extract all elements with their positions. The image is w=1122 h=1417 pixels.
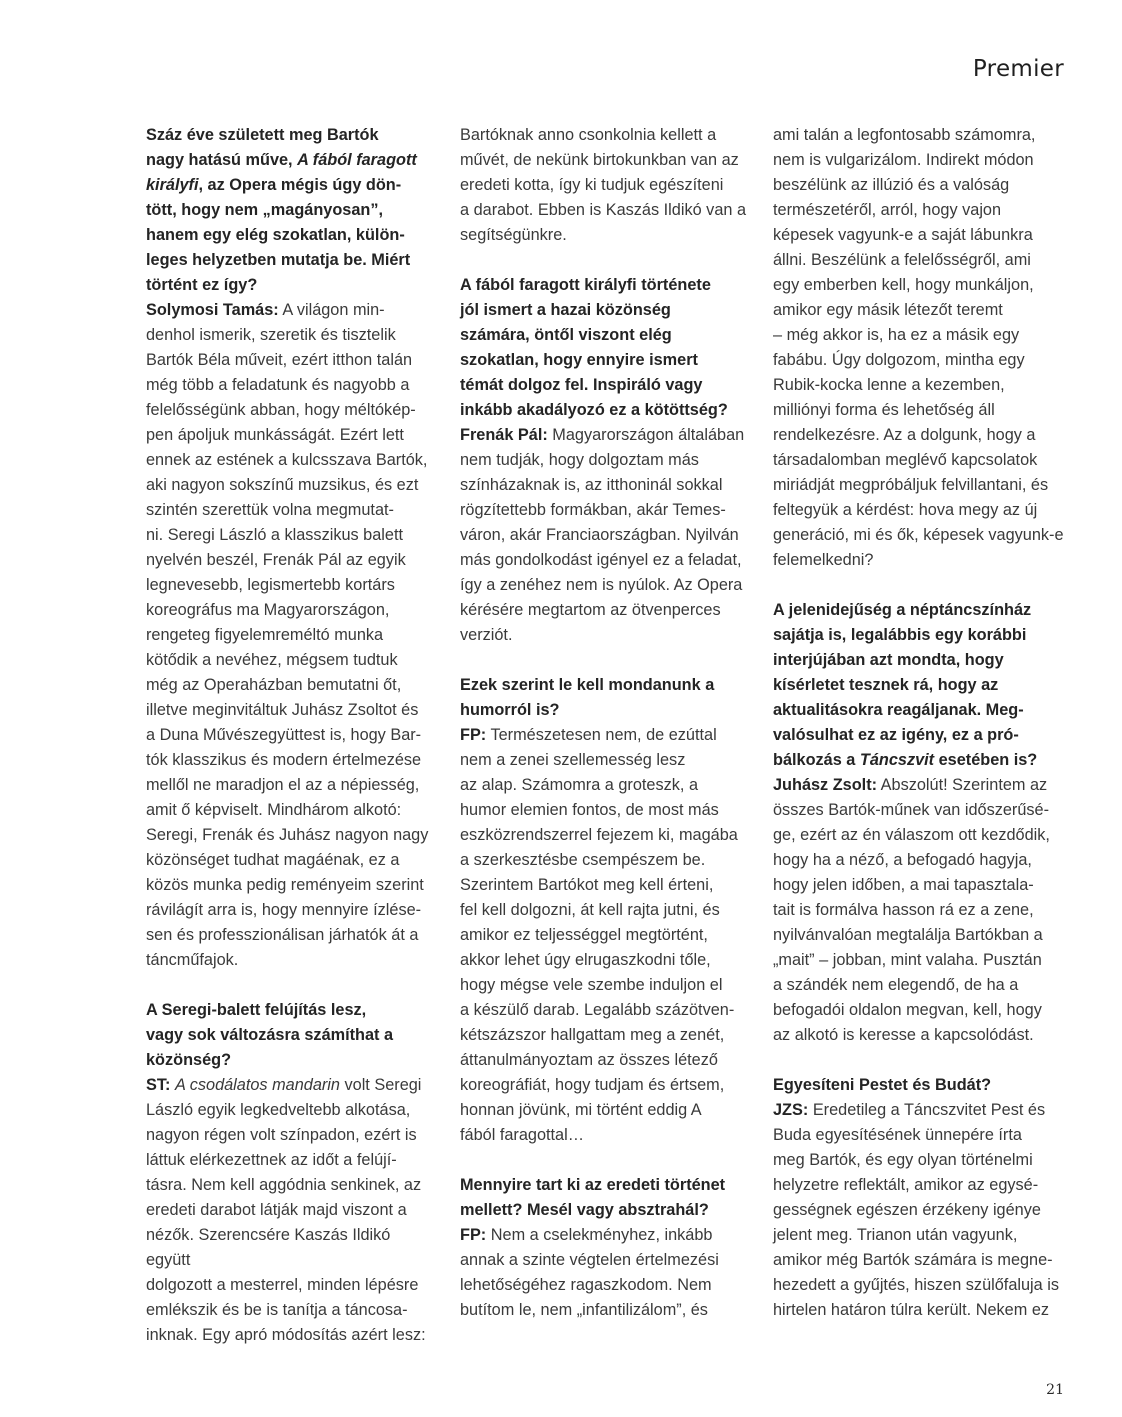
work-title: Táncszvit — [859, 751, 935, 769]
work-title: A fából faragott királyfi — [146, 151, 417, 194]
interview-question: A jelenidejűség a néptáncszínház sajátja is, legalábbis egy korábbi interjújában azt mondta, hogy kísérletet tesznek rá, hogy az aktualitásokra reagáljanak. Meg- valósulhat ez az igény, ez a pró- bálkozás a Táncszvit esetében is? — [773, 601, 1038, 769]
interview-question: A Seregi-balett felújítás lesz, vagy sok változásra számíthat a közönség? — [146, 1001, 394, 1069]
text-column-2 — [460, 123, 752, 1323]
interview-answer: JZS: Eredetileg a Táncszvitet Pest és Buda egyesítésének ünnepére írta meg Bartók, és egy olyan történelmi helyzetre reflektált, amikor az egysé- gességnek egészen érzékeny igénye jelent meg. Trianon után vagyunk, amikor még Bartók számára is megne- hezedett a gyűjtés, hiszen szülőfaluja is hirtelen határon túlra került. Nekem ez — [773, 1101, 1059, 1319]
speaker-name: Juhász Zsolt: — [773, 776, 878, 794]
interview-question: Egyesíteni Pestet és Budát? — [773, 1076, 992, 1094]
interview-question: Mennyire tart ki az eredeti történet mellett? Mesél vagy absztrahál? — [460, 1176, 726, 1219]
work-title: A csodálatos mandarin — [174, 1076, 340, 1094]
interview-answer: FP: Nem a cselekményhez, inkább annak a szinte végtelen értelmezési lehetőségéhez ragaszkodom. Nem butítom le, nem „infantilizálom”, és — [460, 1226, 719, 1319]
text-column-1 — [146, 123, 438, 1348]
paragraph: Bartóknak anno csonkolnia kellett a művét, de nekünk birtokunkban van az eredeti kotta, így ki tudjuk egészíteni a darabot. Ebben is Kaszás Ildikó van a segítségünkre. — [460, 126, 747, 244]
interview-answer: FP: Természetesen nem, de ezúttal nem a zenei szellemesség lesz az alap. Számomra a groteszk, a humor elemien fontos, de most más eszközrendszerrel fejezem ki, magába a szerkesztésbe csempészem be. Szerintem Bartókot meg kell érteni, fel kell dolgozni, át kell rajta jutni, és amikor ez teljességgel megtörtént, akkor lehet úgy elrugaszkodni tőle, hogy mégse vele szembe induljon el a készülő darab. Legalább százötven- kétszázszor hallgattam meg a zenét, áttanulmányoztam az összes létező koreográfiát, hogy tudjam és értsem, honnan jövünk, mi történt eddig A fából faragottal… — [460, 726, 738, 1144]
speaker-name: Frenák Pál: — [460, 426, 548, 444]
speaker-name: ST: — [146, 1076, 171, 1094]
interview-answer: Solymosi Tamás: A világon min- denhol ismerik, szeretik és tisztelik Bartók Béla műveit, ezért itthon talán még több a feladatunk és nagyobb a felelősségünk abban, hogy méltókép- pen ápoljuk munkásságát. Ezért lett ennek az estének a kulcsszava Bartók, aki nagyon sokszínű muzsikus, és ezt szintén szerettük volna megmutat- ni. Seregi László a klasszikus balett nyelvén beszél, Frenák Pál az egyik legnevesebb, legismertebb kortárs koreográfus ma Magyarországon, rengeteg figyelemreméltó munka kötődik a nevéhez, mégsem tudtuk még az Operaházban bemutatni őt, illetve meginvitáltuk Juhász Zsoltot és a Duna Művészegyüttest is, hogy Bar- tók klasszikus és modern értelmezése mellől ne maradjon el az a népiesség, amit ő képviselt. Mindhárom alkotó: Seregi, Frenák és Juhász nagyon nagy közönséget tudhat magáénak, ez a közös munka pedig reményeim szerint rávilágít arra is, hogy mennyire ízlése- sen és professzionálisan járhatók át a táncműfajok. — [146, 301, 429, 969]
speaker-name: FP: — [460, 726, 487, 744]
interview-question: A fából faragott királyfi története jól ismert a hazai közönség számára, öntől viszont elég szokatlan, hogy ennyire ismert témát dolgoz fel. Inspiráló vagy inkább akadályozó ez a kötöttség? — [460, 276, 728, 419]
section-title: Premier — [972, 56, 1064, 82]
speaker-name: FP: — [460, 1226, 487, 1244]
interview-question: Ezek szerint le kell mondanunk a humorról is? — [460, 676, 715, 719]
paragraph: ami talán a legfontosabb számomra, nem is vulgarizálom. Indirekt módon beszélünk az illúzió és a valóság természetéről, arról, hogy vajon képesek vagyunk-e a saját lábunkra állni. Beszélünk a felelősségről, ami egy emberben kell, hogy munkáljon, amikor egy másik létezőt teremt – még akkor is, ha ez a másik egy fabábu. Úgy dolgozom, mintha egy Rubik-kocka lenne a kezemben, milliónyi forma és lehetőség áll rendelkezésre. Az a dolgunk, hogy a társadalomban meglévő kapcsolatok miriádját megpróbáljuk felvillantani, és feltegyük a kérdést: hova megy az új generáció, mi és ők, képesek vagyunk-e felemelkedni? — [773, 126, 1064, 569]
page-number: 21 — [1046, 1382, 1064, 1398]
speaker-name: Solymosi Tamás: — [146, 301, 279, 319]
text-column-3 — [773, 123, 1065, 1323]
interview-answer: Juhász Zsolt: Abszolút! Szerintem az összes Bartók-műnek van időszerűsé- ge, ezért az én válaszom ott kezdődik, hogy ha a néző, a befogadó hagyja, hogy jelen időben, a mai tapasztala- tait is formálva hasson rá ez a zene, nyilvánvalóan megtalálja Bartókban a „mait” – jobban, mint valaha. Pusztán a szándék nem elegendő, de ha a befogadói oldalon megvan, kell, hogy az alkotó is keresse a kapcsolódást. — [773, 776, 1050, 1044]
interview-answer: ST: A csodálatos mandarin volt Seregi László egyik legkedveltebb alkotása, nagyon régen volt színpadon, ezért is láttuk elérkezettnek az időt a felújí- tásra. Nem kell aggódnia senkinek, az eredeti darabot látják majd viszont a nézők. Szerencsére Kaszás Ildikó együtt dolgozott a mesterrel, minden lépésre emlékszik és be is tanítja a táncosa- inknak. Egy apró módosítás azért lesz: — [146, 1076, 426, 1344]
interview-answer: Frenák Pál: Magyarországon általában nem tudják, hogy dolgoztam más színházaknak is, az itthoninál sokkal rögzítettebb formákban, akár Temes- váron, akár Franciaországban. Nyilván más gondolkodást igényel ez a feladat, így a zenéhez nem is nyúlok. Az Opera kérésére megtartom az ötvenperces verziót. — [460, 426, 745, 644]
interview-question: Száz éve született meg Bartók nagy hatású műve, A fából faragott királyfi, az Opera mégis úgy dön- tött, hogy nem „magányosan”, hanem egy elég szokatlan, külön- leges helyzetben mutatja be. Miért történt ez így? — [146, 126, 417, 294]
speaker-name: JZS: — [773, 1101, 809, 1119]
